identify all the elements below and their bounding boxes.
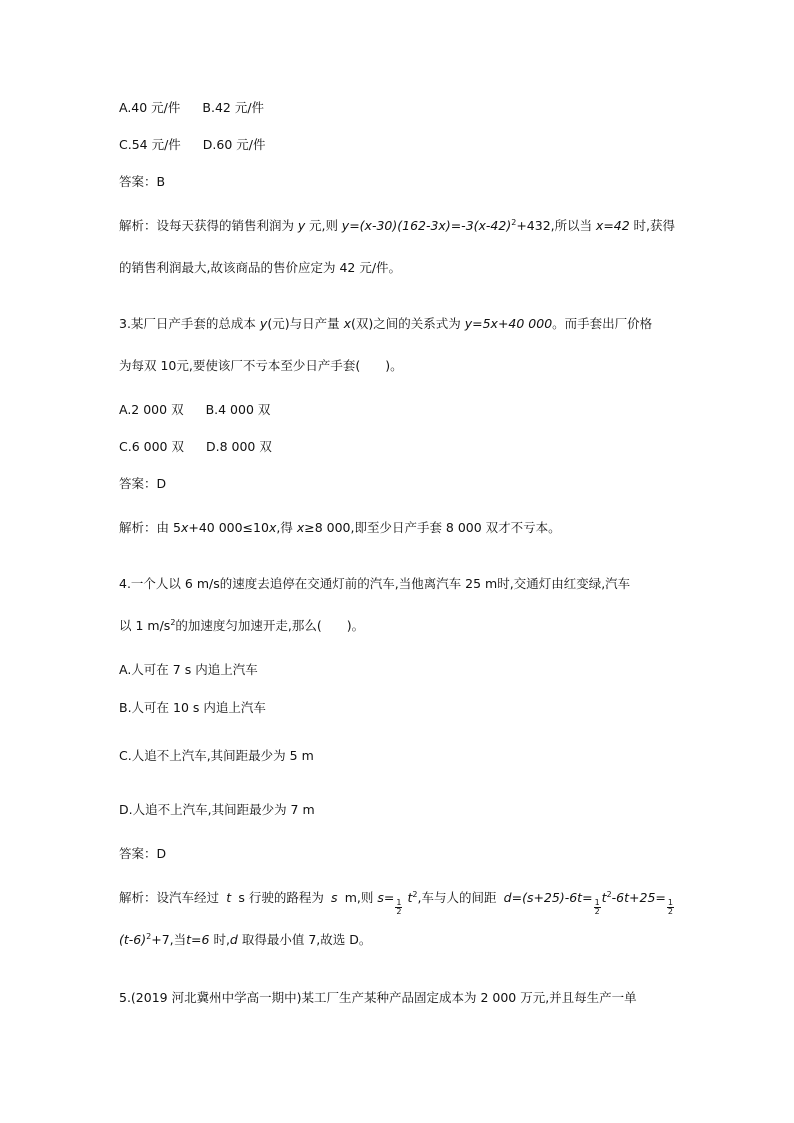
q2-options-row-1 <box>119 100 264 116</box>
q4-option-c: C.人追不上汽车,其间距最少为 5 m <box>119 748 314 763</box>
q5-stem-line-1: 5.(2019 河北冀州中学高一期中)某工厂生产某种产品固定成本为 2 000 万元,并且每生产一单 <box>119 990 637 1005</box>
q2-option-a: A.40 元/件 <box>119 100 181 115</box>
q3-options-row-1 <box>119 402 270 418</box>
q4-option-b: B.人可在 10 s 内追上汽车 <box>119 700 266 715</box>
q3-stem-line-1: 3.某厂日产手套的总成本 y(元)与日产量 x(双)之间的关系式为 y=5x+40 000。而手套出厂价格 <box>119 316 653 331</box>
q4-stem-line-2: 以 1 $m/s^2$的加速度匀加速开走,那么( )。 <box>119 618 365 633</box>
q3-answer: 答案：D <box>119 476 167 491</box>
q2-option-d: D.60 元/件 <box>202 137 266 152</box>
fraction-one-half: $\frac{1}{2}$ <box>594 898 600 916</box>
q3-options-row-2 <box>119 439 272 455</box>
q2-options-row-2 <box>119 137 266 153</box>
q2-option-c: C.54 元/件 <box>119 137 181 152</box>
q3-explanation: 解析：由 5x+40 000≤10x,得 x≥8 000,即至少日产手套 8 000 双才不亏本。 <box>119 520 561 535</box>
q2-explanation-line-2: 的销售利润最大,故该商品的售价应定为 42 元/件。 <box>119 260 402 275</box>
q4-explanation-line-2: $(t-6)^2+7$,当t=6 时,d 取得最小值 7,故选 D。 <box>119 932 372 947</box>
q2-option-b: B.42 元/件 <box>202 100 265 115</box>
fraction-one-half: $\frac{1}{2}$ <box>396 898 402 916</box>
q4-stem-line-1: 4.一个人以 6 m/s的速度去追停在交通灯前的汽车,当他离汽车 25 m时,交通灯由红变绿,汽车 <box>119 576 631 591</box>
q2-answer: 答案：B <box>119 174 166 189</box>
q3-option-a: A.2 000 双 <box>119 402 184 417</box>
q4-explanation-line-1: 解析：设汽车经过 t s 行驶的路程为 s m,则 s= $\frac{1}{2}$ $t^2$,车与人的间距 d=(s+25)-6t= $\frac{1}{2}$ $t^2-6t+25=$ $\frac{1}{2}$ <box>119 890 673 916</box>
q3-option-b: B.4 000 双 <box>205 402 271 417</box>
q4-answer: 答案：D <box>119 846 167 861</box>
q3-option-c: C.6 000 双 <box>119 439 184 454</box>
q4-option-a: A.人可在 7 s 内追上汽车 <box>119 662 258 677</box>
q3-stem-line-2: 为每双 10元,要使该厂不亏本至少日产手套( )。 <box>119 358 403 373</box>
q3-option-d: D.8 000 双 <box>205 439 272 454</box>
q4-option-d: D.人追不上汽车,其间距最少为 7 m <box>119 802 315 817</box>
q2-explanation-line-1: 解析：设每天获得的销售利润为 y 元,则 $y=(x-30)(162-3x)=-3(x-42)^2+432$,所以当 x=42 时,获得 <box>119 218 675 233</box>
fraction-one-half: $\frac{1}{2}$ <box>667 898 673 916</box>
